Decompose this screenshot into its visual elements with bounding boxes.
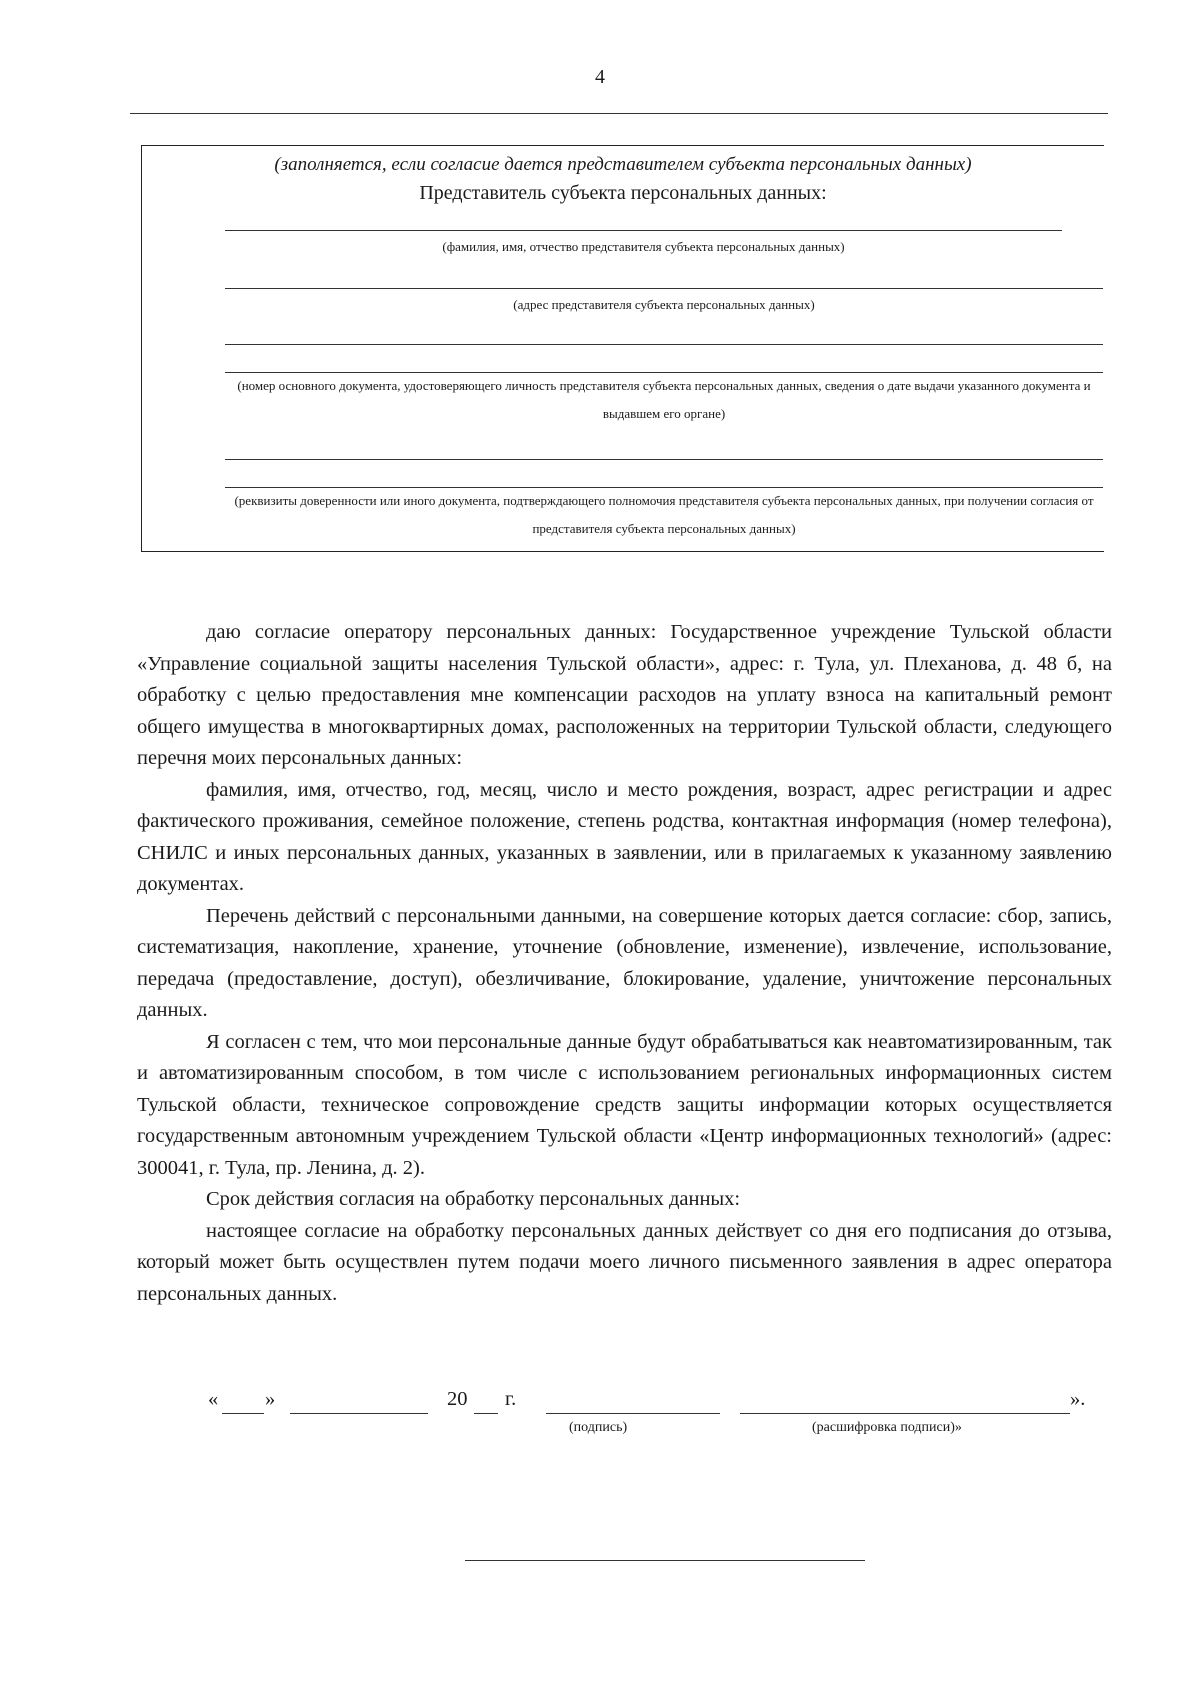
month-field[interactable]	[290, 1413, 428, 1414]
date-quote-open: «	[208, 1388, 219, 1410]
day-field[interactable]	[222, 1413, 264, 1414]
representative-box	[141, 145, 1104, 552]
year-suffix: г.	[505, 1388, 517, 1410]
authority-field-line-1[interactable]	[225, 459, 1103, 460]
consent-paragraph-operator: даю согласие оператору персональных данных: Государственное учреждение Тульской области «Управление социальной защиты населения Тульской области», адрес: г. Тула, ул. Плеханова, д. 48 б, на обработку с целью предоставления мне компенсации расходов на уплату взноса на капитальный ремонт общего имущества в многоквартирных домах, расположенных на территории Тульской области, следующего перечня моих персональных данных:	[137, 621, 1112, 769]
consent-text	[137, 617, 1112, 1310]
consent-paragraph-term: настоящее согласие на обработку персональных данных действует со дня его подписания до отзыва, который может быть осуществлен путем подачи моего личного письменного заявления в адрес оператора персональных данных.	[137, 1219, 1112, 1305]
date-quote-close: »	[265, 1388, 276, 1410]
closing-rule	[465, 1560, 865, 1561]
address-field[interactable]	[225, 288, 1103, 289]
signature-decoding-field[interactable]	[740, 1413, 1070, 1414]
signature-caption: (подпись)	[569, 1420, 628, 1435]
representative-title: Представитель субъекта персональных данных:	[419, 182, 827, 204]
page-number: 4	[595, 66, 605, 88]
year-field[interactable]	[474, 1413, 498, 1414]
signature-end-mark: ».	[1070, 1388, 1086, 1410]
signature-field[interactable]	[546, 1413, 720, 1414]
document-field-line-1[interactable]	[225, 344, 1103, 345]
representative-note: (заполняется, если согласие дается представителем субъекта персональных данных)	[274, 154, 972, 175]
consent-paragraph-data-list: фамилия, имя, отчество, год, месяц, число и место рождения, возраст, адрес регистрации и адрес фактического проживания, семейное положение, степень родства, контактная информация (номер телефона), СНИЛС и иных персональных данных, указанных в заявлении, или в прилагаемых к указанному заявлению документах.	[137, 778, 1112, 895]
address-caption: (адрес представителя субъекта персональных данных)	[513, 297, 815, 312]
document-caption: (номер основного документа, удостоверяющего личность представителя субъекта персональных данных, сведения о дате выдачи указанного документа и выдавшем его органе)	[237, 378, 1091, 421]
consent-paragraph-actions: Перечень действий с персональными данными, на совершение которых дается согласие: сбор, запись, систематизация, накопление, хранение, уточнение (обновление, изменение), извлечение, использование, передача (предоставление, доступ), обезличивание, блокирование, удаление, уничтожение персональных данных.	[137, 904, 1112, 1021]
consent-paragraph-term-heading: Срок действия согласия на обработку персональных данных:	[206, 1188, 741, 1210]
consent-paragraph-processing: Я согласен с тем, что мои персональные данные будут обрабатываться как неавтоматизированным, так и автоматизированным способом, в том числе с использованием региональных информационных систем Тульской области, техническое сопровождение средств защиты информации которых осуществляется государственным автономным учреждением Тульской области «Центр информационных технологий» (адрес: 300041, г. Тула, пр. Ленина, д. 2).	[137, 1030, 1112, 1179]
signature-decoding-caption: (расшифровка подписи)»	[812, 1420, 962, 1435]
fio-caption: (фамилия, имя, отчество представителя субъекта персональных данных)	[442, 239, 845, 254]
fio-field[interactable]	[225, 230, 1062, 231]
header-rule	[130, 113, 1108, 114]
year-prefix: 20	[447, 1388, 468, 1410]
authority-caption: (реквизиты доверенности или иного документа, подтверждающего полномочия представителя субъекта персональных данных, при получении согласия от представителя субъекта персональных данных)	[234, 493, 1094, 536]
